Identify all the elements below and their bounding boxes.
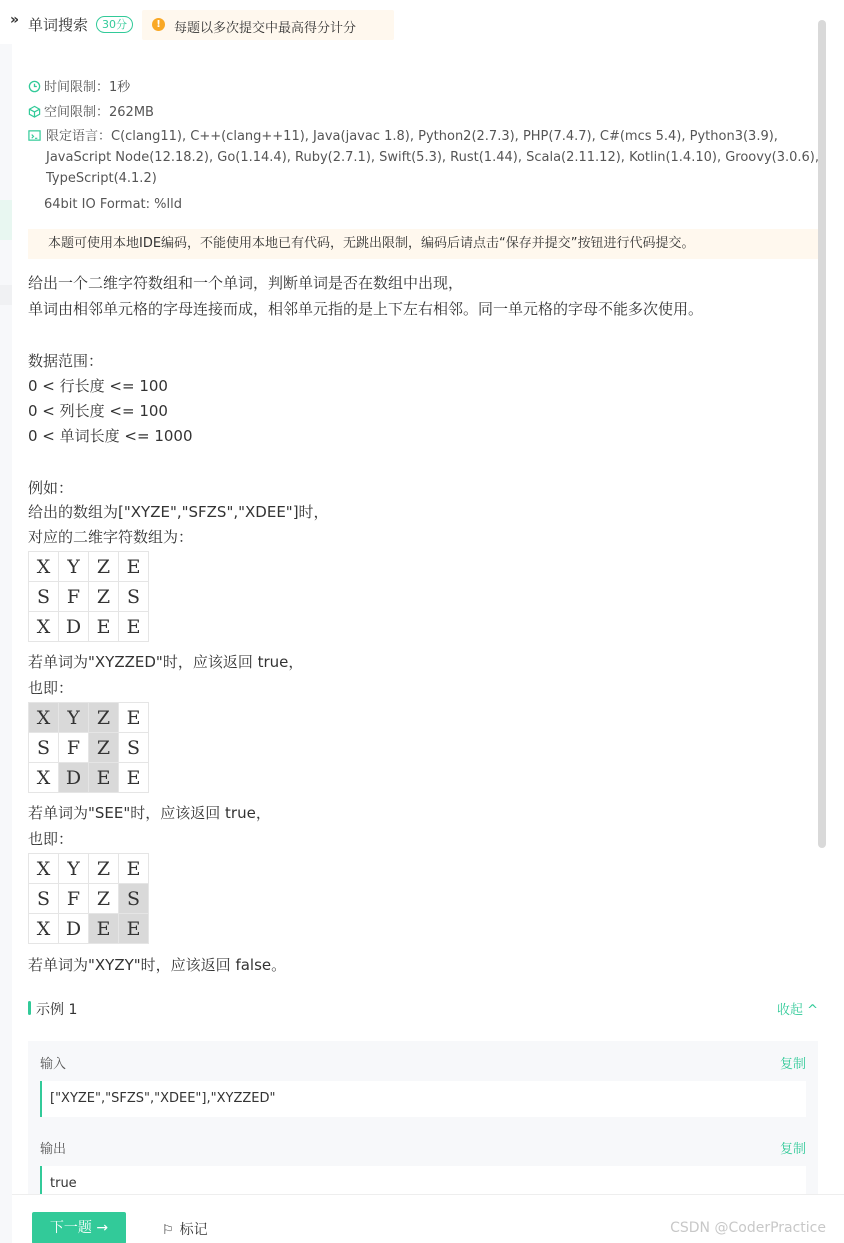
grid-cell-highlighted: Y <box>59 703 89 733</box>
grid-cell: Z <box>89 854 119 884</box>
grid-row <box>29 914 149 944</box>
example-output-box <box>28 1126 818 1194</box>
grid-row <box>29 612 149 642</box>
code-window-icon <box>28 129 41 142</box>
problem-title: 单词搜索 <box>28 16 89 34</box>
example-input-box <box>28 1041 818 1126</box>
grid-cell: Z <box>89 552 119 582</box>
grid-cell-highlighted: Z <box>89 733 119 763</box>
ide-notice: 本题可使用本地IDE编码，不能使用本地已有代码，无跳出限制，编码后请点击“保存并提交”按钮进行代码提交。 <box>28 229 818 259</box>
cube-icon <box>28 105 41 118</box>
grid-cell: E <box>119 703 149 733</box>
footer-bar <box>12 1194 844 1243</box>
also-line: 也即： <box>28 830 74 848</box>
grid-row <box>29 582 149 612</box>
grid-cell: S <box>29 733 59 763</box>
double-chevron-right-icon[interactable]: » <box>10 12 17 28</box>
case-line: 若单词为"XYZY"时，应该返回 false。 <box>28 956 287 974</box>
grid-cell-highlighted: X <box>29 703 59 733</box>
grid-cell-highlighted: E <box>119 914 149 944</box>
clock-icon <box>28 80 41 93</box>
input-value: ["XYZE","SFZS","XDEE"],"XYZZED" <box>40 1081 806 1117</box>
example-intro: 例如： <box>28 479 74 497</box>
warning-icon: ! <box>152 18 165 31</box>
header-bar <box>0 0 844 44</box>
grid-row <box>29 884 149 914</box>
copy-input-button[interactable]: 复制 <box>779 1057 806 1072</box>
grid-cell: X <box>29 552 59 582</box>
io-format: 64bit IO Format: %lld <box>44 197 182 212</box>
language-limit-text: 限定语言：C(clang11), C++(clang++11), Java(javac 1.8), Python2(2.7.3), PHP(7.4.7), C#(mcs 5.4), Python3(3.9), JavaScript Node(12.18.2), Go(1.14.4), Ruby(2.7.1), Swift(5.3), Rust(1.44), Scala(2.11.12), Kotlin(1.4.10), Groovy(3.0.6), TypeScript(4.1.2) <box>46 129 819 186</box>
grid-cell: X <box>29 854 59 884</box>
data-range-item: 0 < 列长度 <= 100 <box>28 402 168 420</box>
grid-cell: F <box>59 733 89 763</box>
char-grid-path-see <box>28 853 149 944</box>
space-limit <box>28 101 154 120</box>
char-grid <box>28 551 149 642</box>
grid-cell-highlighted: S <box>119 884 149 914</box>
grid-cell: D <box>59 914 89 944</box>
copy-output-button[interactable]: 复制 <box>779 1142 806 1157</box>
grid-cell: F <box>59 884 89 914</box>
grid-cell-highlighted: E <box>89 914 119 944</box>
grid-cell: F <box>59 582 89 612</box>
score-notice <box>142 10 394 40</box>
mark-label: 标记 <box>179 1222 208 1238</box>
example-accent-bar <box>28 1001 31 1015</box>
also-line: 也即： <box>28 679 74 697</box>
example-grid-label: 对应的二维字符数组为： <box>28 528 194 546</box>
example-title: 示例 1 <box>36 1002 78 1018</box>
grid-cell: Z <box>89 884 119 914</box>
example-given: 给出的数组为["XYZE","SFZS","XDEE"]时， <box>28 503 329 521</box>
grid-cell: Y <box>59 854 89 884</box>
score-badge: 30分 <box>96 16 133 33</box>
grid-cell: E <box>89 612 119 642</box>
grid-cell-highlighted: Z <box>89 703 119 733</box>
grid-row <box>29 552 149 582</box>
flag-icon: ⚐ <box>162 1223 174 1238</box>
mark-button[interactable] <box>162 1219 208 1239</box>
time-limit-text: 时间限制：1秒 <box>44 80 131 95</box>
grid-cell: S <box>119 582 149 612</box>
grid-cell: D <box>59 612 89 642</box>
grid-row <box>29 854 149 884</box>
grid-cell-highlighted: D <box>59 763 89 793</box>
next-question-button[interactable]: 下一题 → <box>32 1212 126 1243</box>
grid-row <box>29 733 149 763</box>
data-range-title: 数据范围： <box>28 352 104 370</box>
case-line: 若单词为"SEE"时，应该返回 true， <box>28 804 271 822</box>
output-value: true <box>40 1166 806 1194</box>
space-limit-text: 空间限制：262MB <box>44 105 154 120</box>
output-label: 输出 <box>40 1142 67 1157</box>
grid-cell-highlighted: E <box>89 763 119 793</box>
grid-cell: E <box>119 854 149 884</box>
left-panel-accent-secondary <box>0 285 12 305</box>
description-line: 单词由相邻单元格的字母连接而成，相邻单元指的是上下左右相邻。同一单元格的字母不能多次使用。 <box>28 300 704 318</box>
time-limit <box>28 76 130 95</box>
input-label: 输入 <box>40 1057 67 1072</box>
data-range-item: 0 < 行长度 <= 100 <box>28 377 168 395</box>
grid-cell: S <box>119 733 149 763</box>
data-range-item: 0 < 单词长度 <= 1000 <box>28 427 193 445</box>
grid-cell: X <box>29 763 59 793</box>
collapse-button[interactable]: 收起 ^ <box>776 1003 818 1018</box>
grid-cell: E <box>119 552 149 582</box>
watermark: CSDN @CoderPractice <box>670 1220 826 1236</box>
grid-cell: E <box>119 763 149 793</box>
grid-cell: E <box>119 612 149 642</box>
grid-cell: S <box>29 884 59 914</box>
left-strip <box>0 0 12 1243</box>
grid-row <box>29 703 149 733</box>
char-grid-path-xyzzed <box>28 702 149 793</box>
left-panel-accent <box>0 200 12 240</box>
grid-row <box>29 763 149 793</box>
grid-cell: S <box>29 582 59 612</box>
grid-cell: X <box>29 612 59 642</box>
grid-cell: X <box>29 914 59 944</box>
grid-cell: Y <box>59 552 89 582</box>
example-header <box>28 998 818 1018</box>
description-line: 给出一个二维字符数组和一个单词，判断单词是否在数组中出现， <box>28 274 464 292</box>
case-line: 若单词为"XYZZED"时，应该返回 true， <box>28 653 304 671</box>
grid-cell: Z <box>89 582 119 612</box>
score-notice-text: 每题以多次提交中最高得分计分 <box>174 21 357 36</box>
